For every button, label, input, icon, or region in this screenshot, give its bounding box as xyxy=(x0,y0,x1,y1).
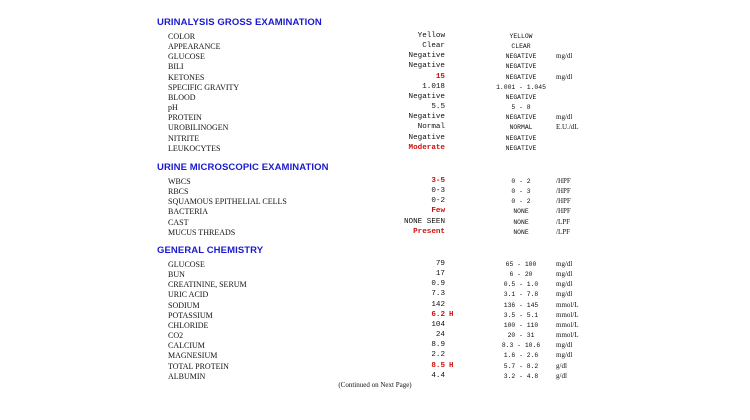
result-unit: E.U./dL xyxy=(556,123,579,132)
result-value: 2.2 xyxy=(431,351,445,360)
test-name: WBCS xyxy=(168,177,191,186)
test-name: URIC ACID xyxy=(168,290,209,300)
result-value: 104 xyxy=(431,320,445,329)
result-value: 15 xyxy=(435,72,445,81)
test-name: UROBILINOGEN xyxy=(168,123,229,133)
result-unit: mmol/L xyxy=(556,300,579,309)
test-name: CREATININE, SERUM xyxy=(168,280,247,290)
result-unit: mg/dl xyxy=(556,290,573,299)
test-name: BILI xyxy=(168,62,184,72)
reference-range: NEGATIVE xyxy=(505,144,537,152)
result-value: Moderate xyxy=(408,143,445,152)
result-row xyxy=(0,143,750,154)
result-value: 3-5 xyxy=(431,177,445,185)
test-name: LEUKOCYTES xyxy=(168,143,221,153)
result-value: 8.9 xyxy=(431,341,445,350)
result-value: NONE SEEN xyxy=(403,217,445,226)
result-value: 0-2 xyxy=(431,197,445,206)
test-name: GLUCOSE xyxy=(168,260,205,269)
reference-range: 3.5 - 5.1 xyxy=(503,311,539,319)
result-unit: mg/dl xyxy=(556,113,573,122)
result-value: 0-3 xyxy=(431,187,445,196)
section-title: URINALYSIS GROSS EXAMINATION xyxy=(157,17,322,28)
reference-range: NONE xyxy=(513,218,529,226)
test-name: POTASSIUM xyxy=(168,310,213,320)
result-unit: /LPF xyxy=(556,217,571,226)
test-name: BACTERIA xyxy=(168,207,208,217)
result-value: Yellow xyxy=(417,32,445,40)
result-value: Few xyxy=(431,207,445,216)
result-row xyxy=(0,371,750,382)
result-unit: /HPF xyxy=(556,187,571,196)
test-name: GLUCOSE xyxy=(168,52,205,62)
result-value: 17 xyxy=(435,270,445,279)
result-value: 8.5 xyxy=(431,361,445,370)
result-value: 142 xyxy=(431,300,445,309)
reference-range: NORMAL xyxy=(509,124,533,132)
reference-range: 1.6 - 2.6 xyxy=(503,352,539,360)
result-flag: H xyxy=(449,310,454,319)
reference-range: YELLOW xyxy=(509,33,533,40)
reference-range: 0 - 2 xyxy=(511,178,531,185)
result-unit: /LPF xyxy=(556,227,571,236)
result-unit: mg/dl xyxy=(556,351,573,360)
reference-range: NEGATIVE xyxy=(505,63,537,71)
reference-range: NEGATIVE xyxy=(505,134,537,142)
result-value: 79 xyxy=(435,260,445,268)
test-name: APPEARANCE xyxy=(168,42,221,52)
reference-range: 5 - 8 xyxy=(511,104,531,112)
test-name: SODIUM xyxy=(168,300,200,310)
test-name: BUN xyxy=(168,270,185,280)
reference-range: CLEAR xyxy=(511,43,531,51)
result-unit: mg/dl xyxy=(556,280,573,289)
reference-range: 0 - 2 xyxy=(511,198,531,206)
reference-range: NONE xyxy=(513,208,529,216)
result-unit: /HPF xyxy=(556,197,571,206)
reference-range: 1.001 - 1.045 xyxy=(496,83,546,91)
result-unit: mmol/L xyxy=(556,320,579,329)
result-value: 4.4 xyxy=(431,371,445,380)
result-value: 6.2 xyxy=(431,310,445,319)
result-unit: mg/dl xyxy=(556,260,573,268)
test-name: MAGNESIUM xyxy=(168,351,218,361)
test-name: TOTAL PROTEIN xyxy=(168,361,229,371)
result-flag: H xyxy=(449,361,454,370)
result-value: Negative xyxy=(408,52,445,61)
test-name: BLOOD xyxy=(168,92,196,102)
result-row xyxy=(0,227,750,238)
result-unit: /HPF xyxy=(556,177,571,185)
result-value: Negative xyxy=(408,62,445,71)
result-unit: mg/dl xyxy=(556,52,573,61)
result-value: Normal xyxy=(417,123,445,132)
result-unit: mg/dl xyxy=(556,270,573,279)
test-name: MUCUS THREADS xyxy=(168,227,236,237)
test-name: NITRITE xyxy=(168,133,200,143)
section-title: URINE MICROSCOPIC EXAMINATION xyxy=(157,162,329,173)
test-name: CAST xyxy=(168,217,189,227)
test-name: SPECIFIC GRAVITY xyxy=(168,82,240,92)
reference-range: 5.7 - 8.2 xyxy=(503,362,539,370)
reference-range: 8.3 - 10.6 xyxy=(501,342,541,350)
result-value: Present xyxy=(413,227,445,236)
reference-range: 20 - 31 xyxy=(507,332,535,340)
result-value: Negative xyxy=(408,133,445,142)
reference-range: 0 - 3 xyxy=(511,188,531,196)
test-name: SQUAMOUS EPITHELIAL CELLS xyxy=(168,197,287,207)
result-value: 1.018 xyxy=(422,82,445,91)
test-name: COLOR xyxy=(168,32,196,41)
test-name: KETONES xyxy=(168,72,205,82)
result-value: Negative xyxy=(408,92,445,101)
reference-range: NEGATIVE xyxy=(505,73,537,81)
reference-range: 65 - 100 xyxy=(505,261,537,268)
result-value: 7.3 xyxy=(431,290,445,299)
reference-range: 0.5 - 1.0 xyxy=(503,281,539,289)
result-value: 0.9 xyxy=(431,280,445,289)
result-value: Negative xyxy=(408,113,445,122)
reference-range: 3.1 - 7.8 xyxy=(503,291,539,299)
result-unit: g/dl xyxy=(556,371,567,380)
section-title: GENERAL CHEMISTRY xyxy=(157,245,264,256)
test-name: pH xyxy=(168,103,178,113)
reference-range: 100 - 110 xyxy=(503,321,539,329)
result-value: Clear xyxy=(422,42,445,51)
result-unit: mg/dl xyxy=(556,72,573,81)
reference-range: 136 - 145 xyxy=(503,301,539,309)
result-unit: g/dl xyxy=(556,361,567,370)
test-name: CHLORIDE xyxy=(168,320,209,330)
reference-range: 6 - 20 xyxy=(509,271,533,279)
test-name: ALBUMIN xyxy=(168,371,206,381)
result-value: 5.5 xyxy=(431,103,445,112)
reference-range: NEGATIVE xyxy=(505,93,537,101)
test-name: CO2 xyxy=(168,331,184,341)
reference-range: 3.2 - 4.8 xyxy=(503,372,539,380)
test-name: PROTEIN xyxy=(168,113,202,123)
reference-range: NEGATIVE xyxy=(505,53,537,61)
test-name: CALCIUM xyxy=(168,341,205,351)
test-name: RBCS xyxy=(168,187,189,197)
continued-note: (Continued on Next Page) xyxy=(338,381,412,389)
result-unit: mmol/L xyxy=(556,310,579,319)
reference-range: NEGATIVE xyxy=(505,114,537,122)
result-unit: mg/dl xyxy=(556,341,573,350)
result-unit: /HPF xyxy=(556,207,571,216)
result-unit: mmol/L xyxy=(556,331,579,340)
reference-range: NONE xyxy=(513,228,529,236)
result-value: 24 xyxy=(435,331,445,340)
